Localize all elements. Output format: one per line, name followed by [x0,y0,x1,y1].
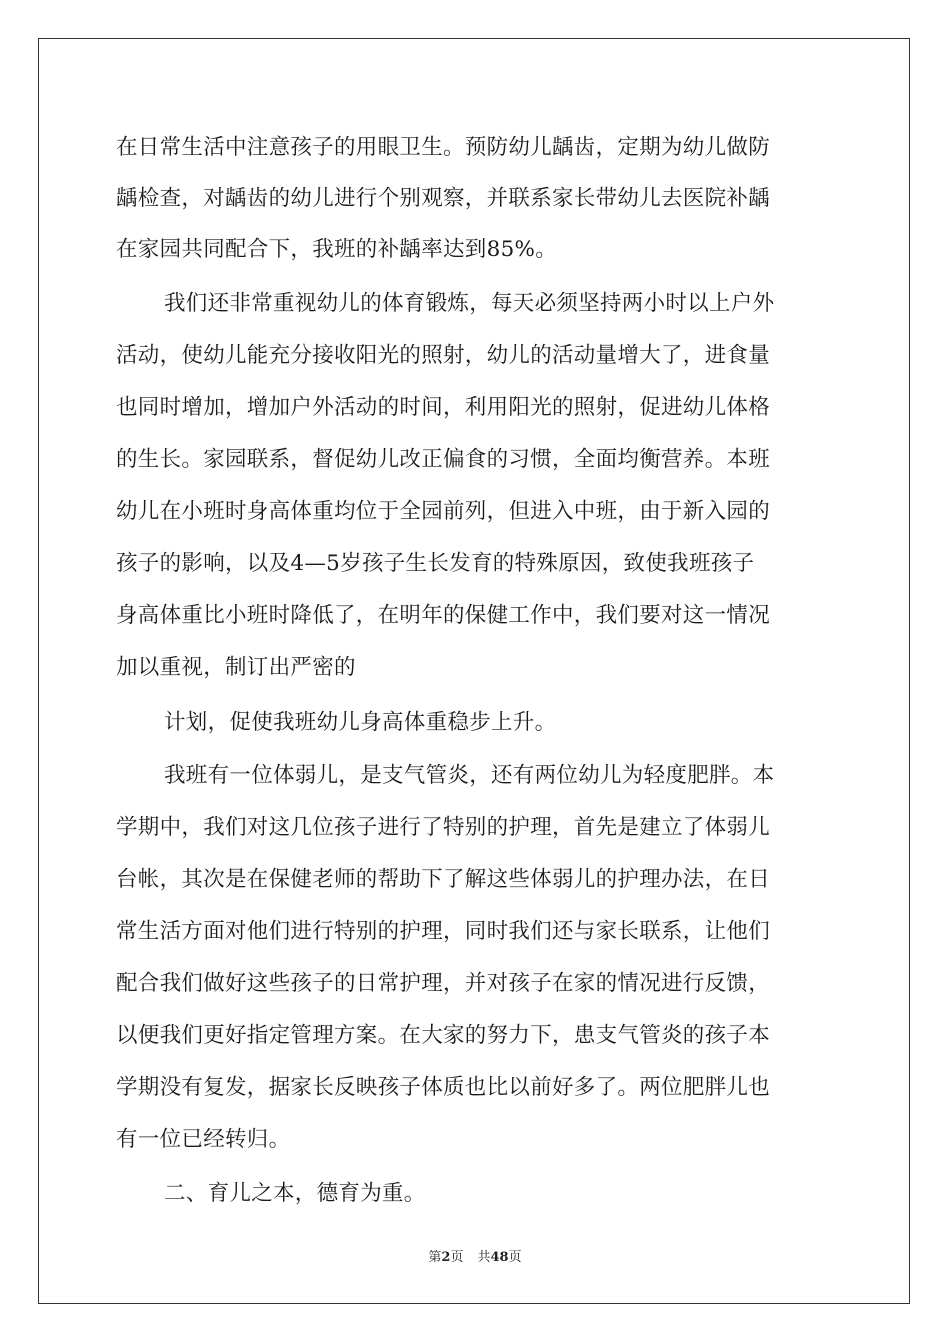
paragraph-first-line: 我们还非常重视幼儿的体育锻炼，每天必须坚持两小时以上户外 [164,291,775,316]
text-line: 活动，使幼儿能充分接收阳光的照射，幼儿的活动量增大了，进食量 [116,343,771,368]
total-suffix: 页 [508,1250,522,1265]
page-suffix: 页 [450,1250,464,1265]
text-line: 的生长。家园联系，督促幼儿改正偏食的习惯，全面均衡营养。本班 [116,447,771,472]
text-line: 幼儿在小班时身高体重均位于全园前列，但进入中班，由于新入园的 [116,499,771,524]
text-line: 常生活方面对他们进行特别的护理，同时我们还与家长联系，让他们 [116,919,771,944]
text-line: 有一位已经转归。 [116,1127,291,1152]
paragraph-first-line: 计划，促使我班幼儿身高体重稳步上升。 [164,710,557,735]
section-heading: 二、育儿之本，德育为重。 [164,1181,426,1206]
text-line: 台帐，其次是在保健老师的帮助下了解这些体弱儿的护理办法，在日 [116,867,771,892]
page-footer [0,1246,950,1265]
text-line: 身高体重比小班时降低了，在明年的保健工作中，我们要对这一情况 [116,603,771,628]
text-line: 孩子的影响，以及4—5岁孩子生长发育的特殊原因，致使我班孩子 [116,551,755,576]
text-line: 学期没有复发，据家长反映孩子体质也比以前好多了。两位肥胖儿也 [116,1075,771,1100]
paragraph-first-line: 我班有一位体弱儿，是支气管炎，还有两位幼儿为轻度肥胖。本 [164,763,775,788]
text-line: 也同时增加，增加户外活动的时间，利用阳光的照射，促进幼儿体格 [116,395,771,420]
total-prefix: 共 [477,1250,491,1265]
text-line: 在家园共同配合下，我班的补龋率达到85%。 [116,237,558,262]
text-line: 龋检查，对龋齿的幼儿进行个别观察，并联系家长带幼儿去医院补龋 [116,186,771,211]
text-line: 学期中，我们对这几位孩子进行了特别的护理，首先是建立了体弱儿 [116,815,771,840]
text-line: 在日常生活中注意孩子的用眼卫生。预防幼儿龋齿，定期为幼儿做防 [116,135,771,160]
text-line: 加以重视，制订出严密的 [116,655,356,680]
text-line: 以便我们更好指定管理方案。在大家的努力下，患支气管炎的孩子本 [116,1023,771,1048]
text-line: 配合我们做好这些孩子的日常护理，并对孩子在家的情况进行反馈， [116,971,771,996]
total-pages: 48 [490,1250,509,1265]
page-number: 2 [441,1250,451,1265]
page-prefix: 第 [428,1250,442,1265]
